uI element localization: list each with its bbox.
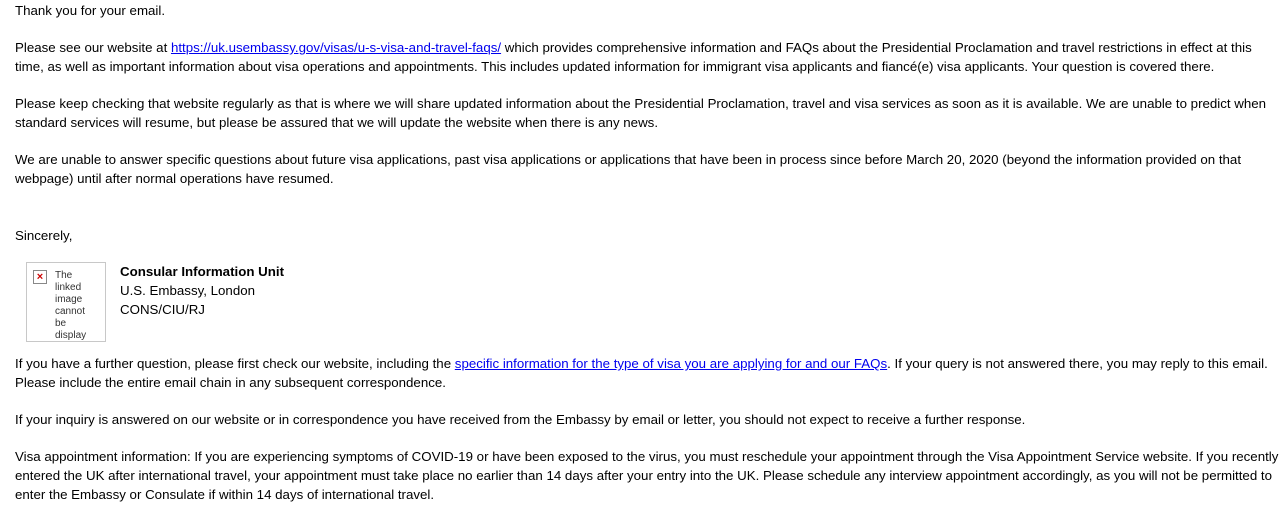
signature-block xyxy=(26,262,1283,342)
closing-text: Sincerely, xyxy=(15,228,73,243)
visa-info-link[interactable]: specific information for the type of visa you are applying for and our FAQs xyxy=(454,356,888,371)
website-paragraph-intro: Please see our website at xyxy=(15,40,171,55)
further-question-paragraph xyxy=(15,354,1283,392)
no-response-paragraph: If your inquiry is answered on our website or in correspondence you have received from the Embassy by email or letter, you should not expect to receive a further response. xyxy=(15,412,1026,427)
broken-image-icon: × xyxy=(33,270,47,284)
questions-paragraph: We are unable to answer specific questions about future visa applications, past visa applications or applications that have been in process since before March 20, 2020 (beyond the information provided on that webpage) until after normal operations have resumed. xyxy=(15,152,1242,186)
signature-ref: CONS/CIU/RJ xyxy=(120,302,205,317)
broken-image-alt-text: The linked image cannot be display xyxy=(55,270,87,341)
appointment-info-paragraph: Visa appointment information: If you are experiencing symptoms of COVID-19 or have been exposed to the virus, you must reschedule your appointment through the Visa Appointment Service website. If you recently entered the UK after international travel, your appointment must take place no earlier than 14 days after your entry into the UK. Please schedule any interview appointment accordingly, as you will not be permitted to enter the Embassy or Consulate if within 14 days of international travel. xyxy=(15,449,1279,502)
website-paragraph xyxy=(15,38,1283,76)
signature-lines xyxy=(120,262,284,319)
faq-link[interactable]: https://uk.usembassy.gov/visas/u-s-visa-and-travel-faqs/ xyxy=(170,40,502,55)
updates-paragraph: Please keep checking that website regularly as that is where we will share updated information about the Presidential Proclamation, travel and visa services as soon as it is available. We are unable to predict when standard services will resume, but please be assured that we will update the website when there is any news. xyxy=(15,96,1267,130)
further-question-rest: . If your query is not answered there, you may reply to this email. Please include the entire email chain in any subsequent correspondence. xyxy=(15,356,1268,390)
further-question-intro: If you have a further question, please first check our website, including the xyxy=(15,356,455,371)
signature-office: U.S. Embassy, London xyxy=(120,283,256,298)
broken-image-placeholder xyxy=(26,262,106,342)
signature-unit: Consular Information Unit xyxy=(120,264,284,279)
greeting-text: Thank you for your email. xyxy=(15,3,166,18)
website-paragraph-rest: which provides comprehensive information and FAQs about the Presidential Proclamation and travel restrictions in effect at this time, as well as important information about visa operations and appointments. This includes updated information for immigrant visa applicants and fiancé(e) visa applicants. Your question is covered there. xyxy=(15,40,1252,74)
